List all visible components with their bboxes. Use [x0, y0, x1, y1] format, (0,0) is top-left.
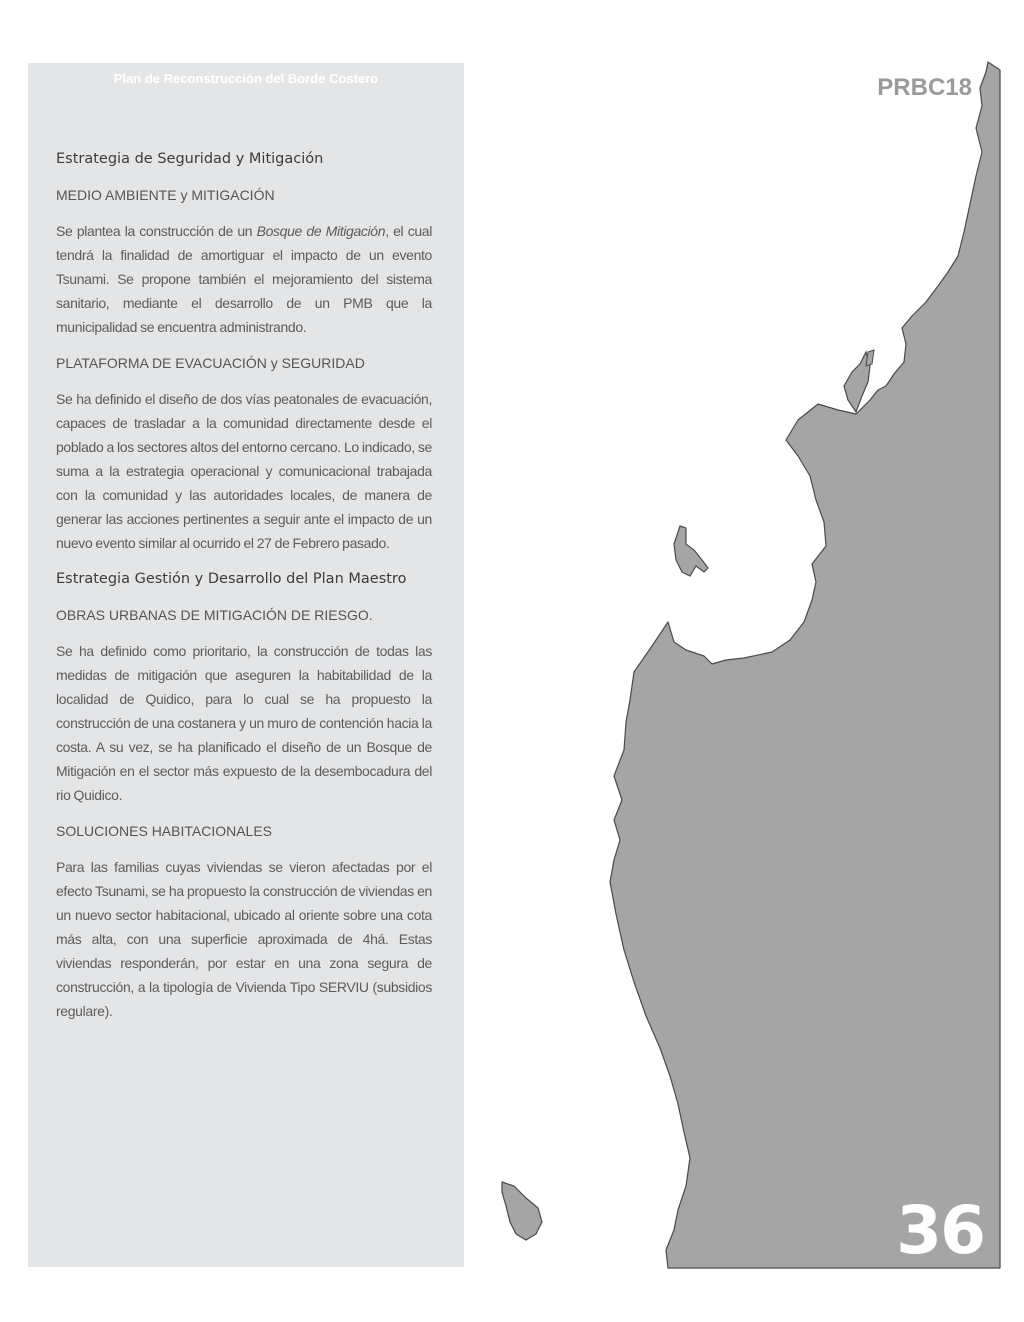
- subheading-urban-works: OBRAS URBANAS DE MITIGACIÓN DE RIESGO.: [56, 607, 373, 623]
- content-column: [56, 147, 432, 1035]
- subheading-evacuation: PLATAFORMA DE EVACUACIÓN y SEGURIDAD: [56, 355, 365, 371]
- peninsula-shape: [844, 352, 870, 412]
- paragraph-text: , el cual tendrá la finalidad de amortiguar el impacto de un evento Tsunami. Se propone también el mejoramiento del sistema sanitario, mediante el desarrollo de un PMB que la municipalidad se encuentra administrando.: [56, 223, 432, 335]
- paragraph-urban-works: Se ha definido como prioritario, la construcción de todas las medidas de mitigación que aseguren la habitabilidad de la localidad de Quidico, para lo cual se ha propuesto la construcción de una costanera y un muro de contención hacia la costa. A su vez, se ha planificado el diseño de un Bosque de Mitigación en el sector más expuesto de la desembocadura del rio Quidico.: [56, 643, 432, 803]
- northern-islet-shape: [866, 350, 874, 366]
- subheading-environment: MEDIO AMBIENTE y MITIGACIÓN: [56, 187, 275, 203]
- southern-island-shape: [502, 1182, 542, 1240]
- page-number: 36: [896, 1192, 984, 1269]
- section-heading-security: Estrategia de Seguridad y Mitigación: [56, 151, 324, 167]
- document-code: PRBC18: [877, 74, 972, 101]
- subheading-housing: SOLUCIONES HABITACIONALES: [56, 823, 273, 839]
- paragraph-mitigation-forest: [56, 219, 432, 339]
- mainland-shape: [610, 62, 1000, 1268]
- document-title: Plan de Reconstrucción del Borde Costero: [113, 71, 379, 86]
- coastline-map: [464, 60, 1004, 1270]
- paragraph-text: Se plantea la construcción de un: [56, 223, 257, 239]
- paragraph-emphasis: Bosque de Mitigación: [256, 223, 386, 239]
- section-heading-management: Estrategia Gestión y Desarrollo del Plan Maestro: [56, 571, 407, 587]
- text-panel: [28, 63, 464, 1267]
- paragraph-evacuation: Se ha definido el diseño de dos vías peatonales de evacuación, capaces de trasladar a la comunidad directamente desde el poblado a los sectores altos del entorno cercano. Lo indicado, se suma a la estrategia operacional y comunicacional trabajada con la comunidad y las autoridades locales, de manera de generar las acciones pertinentes a seguir ante el impacto de un nuevo evento similar al ocurrido el 27 de Febrero pasado.: [56, 391, 432, 551]
- bay-island-shape: [674, 526, 708, 576]
- paragraph-housing: Para las familias cuyas viviendas se vieron afectadas por el efecto Tsunami, se ha propuesto la construcción de viviendas en un nuevo sector habitacional, ubicado al oriente sobre una cota más alta, con una superficie aproximada de 4há. Estas viviendas responderán, por estar en una zona segura de construcción, a la tipología de Vivienda Tipo SERVIU (subsidios regulare).: [56, 859, 432, 1019]
